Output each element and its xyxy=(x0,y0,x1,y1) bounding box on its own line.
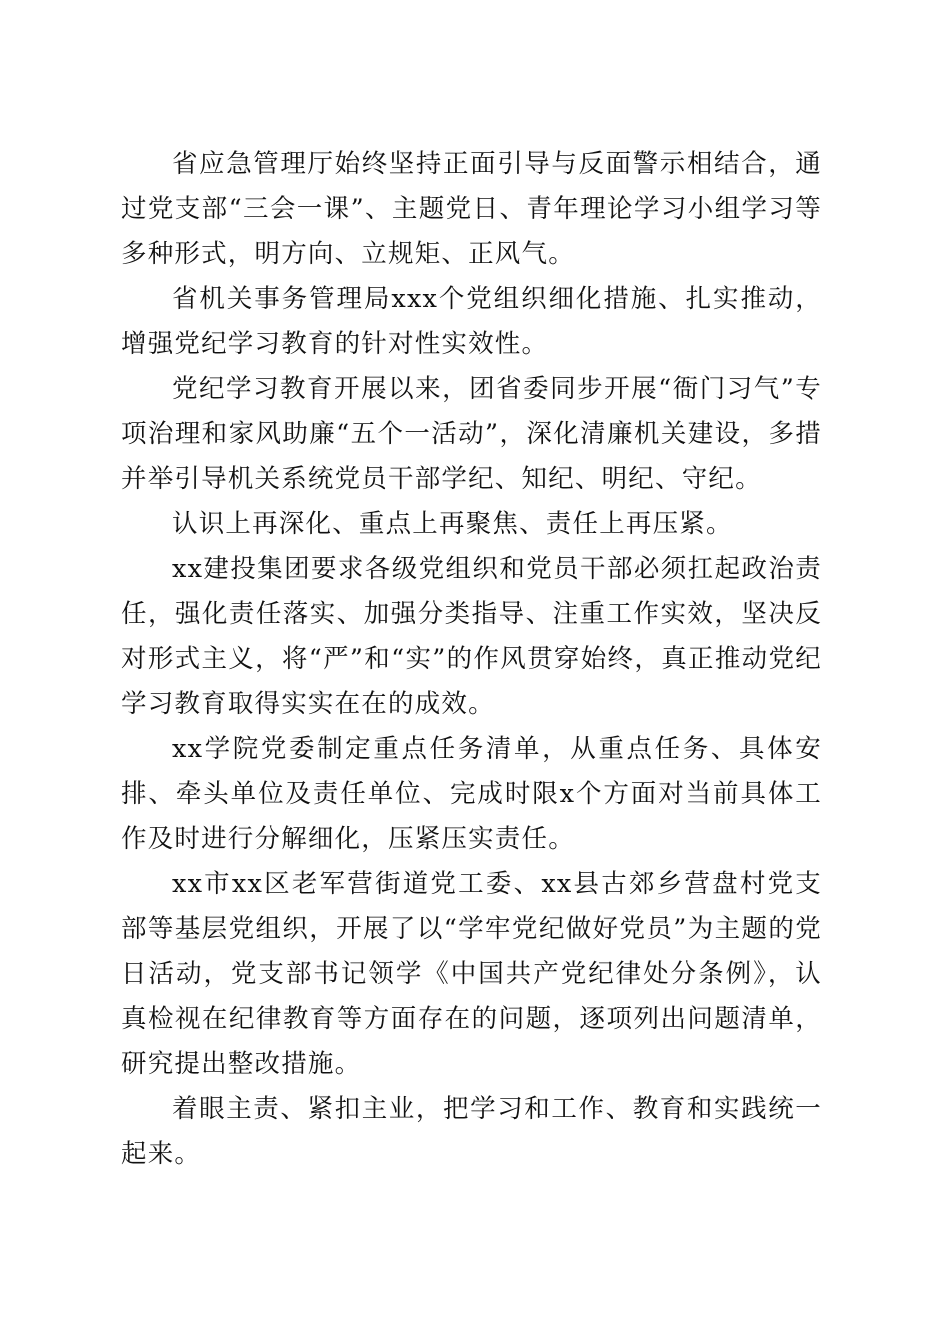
paragraph-emergency-management: 省应急管理厅始终坚持正面引导与反面警示相结合，通过党支部“三会一课”、主题党日、青年理论学习小组学习等多种形式，明方向、立规矩、正风气。 xyxy=(121,149,822,269)
paragraph-summary: 认识上再深化、重点上再聚焦、责任上再压紧。 xyxy=(172,509,733,539)
paragraph-construction-group: xx建投集团要求各级党组织和党员干部必须扛起政治责任，强化责任落实、加强分类指导、注重工作实效，坚决反对形式主义，将“严”和“实”的作风贯穿始终，真正推动党纪学习教育取得实实在在的成效。 xyxy=(121,554,822,719)
paragraph-youth-league: 党纪学习教育开展以来，团省委同步开展“衙门习气”专项治理和家风助廉“五个一活动”，深化清廉机关建设，多措并举引导机关系统党员干部学纪、知纪、明纪、守纪。 xyxy=(121,374,822,494)
paragraph-conclusion: 着眼主责、紧扣主业，把学习和工作、教育和实践统一起来。 xyxy=(121,1094,822,1169)
paragraph-affairs-bureau: 省机关事务管理局xxx个党组织细化措施、扎实推动，增强党纪学习教育的针对性实效性。 xyxy=(121,284,822,359)
paragraph-college-committee: xx学院党委制定重点任务清单，从重点任务、具体安排、牵头单位及责任单位、完成时限x个方面对当前具体工作及时进行分解细化，压紧压实责任。 xyxy=(121,734,822,854)
paragraph-grassroots-organizations: xx市xx区老军营街道党工委、xx县古郊乡营盘村党支部等基层党组织，开展了以“学牢党纪做好党员”为主题的党日活动，党支部书记领学《中国共产党纪律处分条例》，认真检视在纪律教育等方面存在的问题，逐项列出问题清单，研究提出整改措施。 xyxy=(121,869,822,1079)
